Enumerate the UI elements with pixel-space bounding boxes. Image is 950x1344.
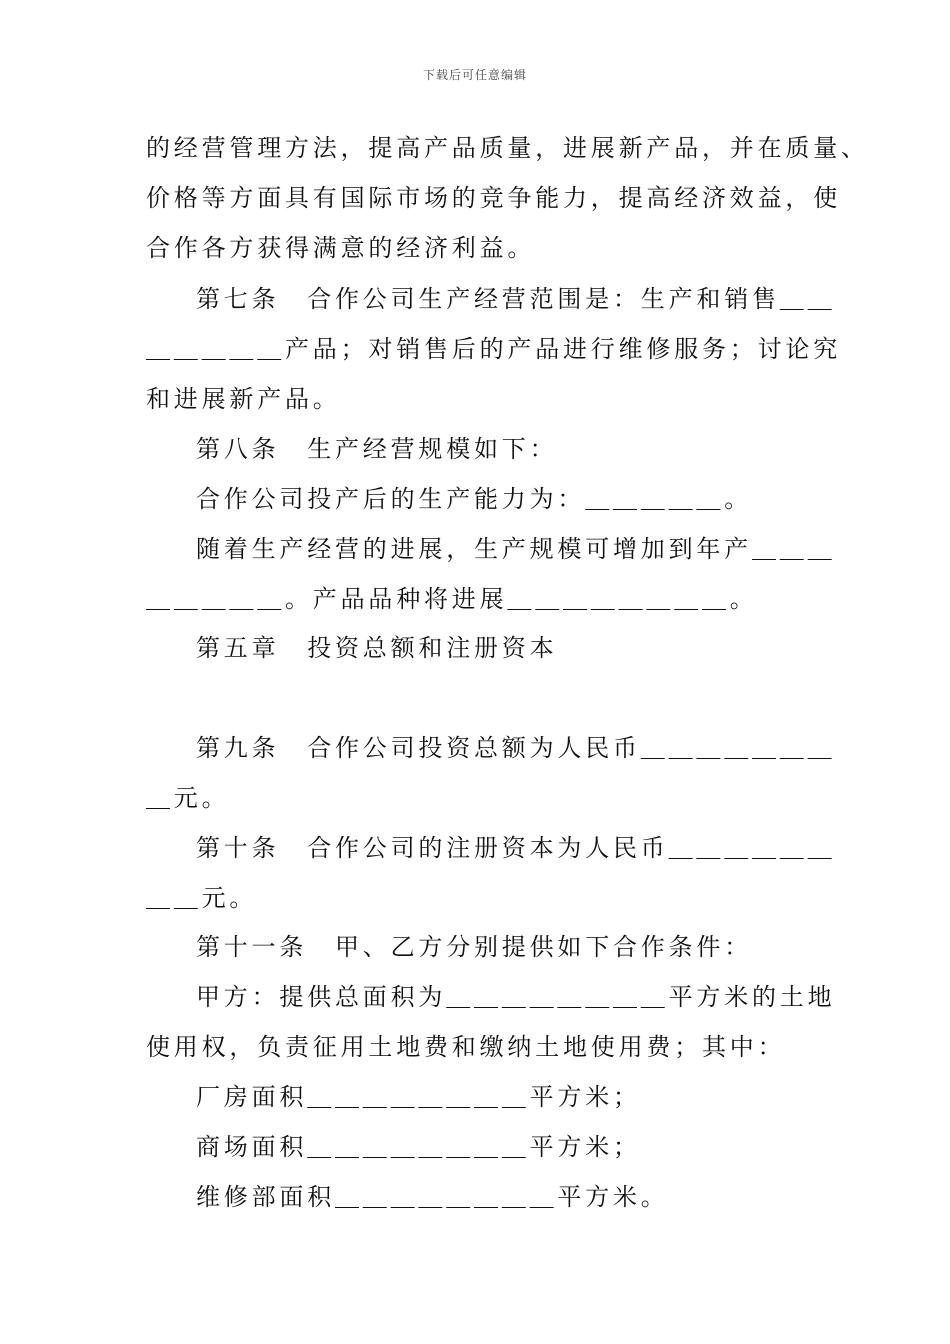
paragraph-line: 商场面积＿＿＿＿＿＿＿＿平方米； [196, 1133, 641, 1161]
paragraph-line: 的经营管理方法，提高产品质量，进展新产品，并在质量、 [146, 134, 869, 162]
chapter-5-heading: 第五章 投资总额和注册资本 [196, 634, 558, 662]
paragraph-line: 使用权，负责征用土地费和缴纳土地使用费；其中： [146, 1033, 786, 1061]
paragraph-line: ＿＿＿＿＿。产品品种将进展＿＿＿＿＿＿＿＿。 [146, 585, 758, 613]
paragraph-line: ＿＿＿＿＿产品；对销售后的产品进行维修服务；讨论究 [146, 335, 841, 363]
page-header-note: 下载后可任意编辑 [422, 68, 527, 82]
paragraph-line: ＿＿元。 [146, 884, 258, 912]
article-10-heading: 第十条 合作公司的注册资本为人民币＿＿＿＿＿＿ [196, 834, 836, 862]
paragraph-line: ＿元。 [146, 784, 230, 812]
paragraph-line: 合作公司投产后的生产能力为：＿＿＿＿＿。 [196, 485, 752, 513]
paragraph-line: 价格等方面具有国际市场的竞争能力，提高经济效益，使 [146, 184, 841, 212]
paragraph-line: 随着生产经营的进展，生产规模可增加到年产＿＿＿ [196, 535, 836, 563]
article-9-heading: 第九条 合作公司投资总额为人民币＿＿＿＿＿＿＿ [196, 734, 836, 762]
article-7-heading: 第七条 合作公司生产经营范围是：生产和销售＿＿ [196, 285, 836, 313]
article-11-heading: 第十一条 甲、乙方分别提供如下合作条件： [196, 933, 752, 961]
paragraph-line: 甲方：提供总面积为＿＿＿＿＿＿＿＿平方米的土地 [196, 983, 836, 1011]
article-8-heading: 第八条 生产经营规模如下： [196, 435, 558, 463]
paragraph-line: 厂房面积＿＿＿＿＿＿＿＿平方米； [196, 1083, 641, 1111]
paragraph-line: 和进展新产品。 [146, 385, 341, 413]
paragraph-line: 合作各方获得满意的经济利益。 [146, 234, 536, 262]
paragraph-line: 维修部面积＿＿＿＿＿＿＿＿平方米。 [196, 1183, 669, 1211]
